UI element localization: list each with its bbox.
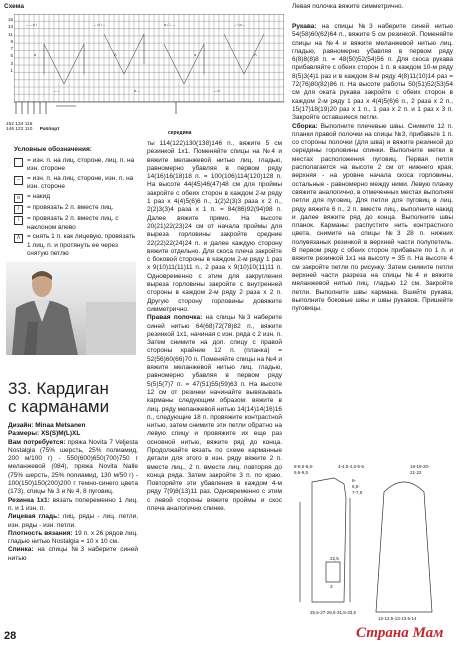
legend-item: \ = провязать 2 п. вместе лиц. с наклоном влево (14, 215, 138, 232)
svg-text:– o \ –: – o \ – (94, 22, 106, 27)
svg-text:– – o /: – – o / (26, 22, 38, 27)
schema-label: 7-7,5 (352, 490, 363, 495)
row-number: 3 (10, 60, 13, 66)
chart-label: 122 (15, 127, 24, 132)
symbol-ssk-icon: \ (14, 216, 23, 225)
person-photo-icon (6, 262, 136, 355)
legend (14, 146, 138, 260)
chart-label: 110 (24, 127, 33, 132)
legend-item: – = изн. п. на лиц. стороне, изн. п. на изн. стороне (14, 175, 138, 192)
legend-item: o = накид (14, 193, 138, 203)
symbol-knit-icon (14, 158, 23, 167)
chart-label: 134 (15, 122, 24, 127)
symbol-purl-icon: – (14, 176, 23, 185)
row-number: 9 (10, 38, 13, 44)
svg-text:o –: o – (134, 88, 140, 93)
chart-label: 116 (24, 122, 33, 127)
svg-text:– o: – o (214, 88, 220, 93)
schema-label: 8-8,5-8,5- (294, 464, 314, 469)
paragraph: Лицевая гладь: лиц. ряды - лиц. петли, изн. ряды - изн. петли. (8, 513, 138, 529)
schema-label: 21-22 (410, 470, 422, 475)
legend-item: / = провязать 2 п. вместе лиц. (14, 204, 138, 214)
schema-label: 3 (330, 584, 333, 589)
row-number: 11 (8, 31, 13, 37)
chart-column-labels (6, 122, 59, 132)
chart-label: 152 (6, 122, 15, 127)
schema-label: 22,5 (330, 556, 339, 561)
row-number: 5 (10, 53, 13, 59)
schema-label: 18-19-20- (410, 464, 430, 469)
garment-schematic (292, 462, 454, 620)
center-label: середина (168, 130, 192, 136)
symbol-skp-icon: Λ (14, 234, 23, 243)
sizes-line: Размеры: XS(S)M(L)XL (8, 430, 81, 438)
paragraph: Вам потребуется: пряжа Novita 7 Veljesta Nostalgia (75% шерсть, 25% полиамид, 200 м/100 г) - 550(600)650(700)750 г меланжевой (084), пряжа Novita Nalle (75% шерсть, 25% полиамид, 130 м/50 г) - 100(150)150(200)200 г темно-синего цвета (173), спицы № 3 и № 4, 8 пуговиц. (8, 438, 138, 496)
row-number: 13 (7, 24, 13, 30)
pattern-title: 33. Кардиган (8, 379, 109, 398)
watermark-logo: Страна Мам (356, 625, 444, 641)
svg-text:– –: – – (54, 88, 60, 93)
paragraph: Плотность вязания: 19 п. х 26 рядов лиц. гладью нитью Nostalgia = 10 х 10 см. (8, 529, 138, 546)
paragraph: Рукава: на спицы №3 наберите синей нитью 54(58)60(62)64 п., вяжите 5 см резинкой. Поменяйте спицы на №4 и вяжите меланжевой нитью лиц. гладью, равномерно убавляя в первом ряду 6(8)8(8)8 п. = 48(50)52(54)56 п. Для скоса рукава прибавляйте с обеих сторон 1 п. в каждом 10-м ряду 8(5)3(4)1 раз и в каждом 8-м ряду 4(8)11(10)14 раз = 72(76)80(82)86 п. На высоте работы 50(51)52(53)54 см для оката рукава закройте с обеих сторон в каждом 2-м ряду 1 раз х 4(4)5(6)6 п., 2 раза х 2 п., 15(17)18(19)20 раз х 1 п., 1 раз х 2 п. и 1 раз х 3 п. Закройте оставшиеся петли. (292, 23, 453, 122)
paragraph: Спинка: на спицы №3 наберите синей нитью (8, 546, 138, 562)
legend-item: = изн. п. на лиц. стороне, лиц. п. на изн. стороне (14, 157, 138, 174)
column-3 (292, 23, 453, 313)
design-line: Дизайн: Minaa Metsanen (8, 422, 86, 429)
column-2 (147, 140, 282, 513)
model-photo (6, 262, 136, 355)
column-1 (8, 422, 138, 563)
schema-bottom-left: 25,5-27-29,5-31,5-33,5 (310, 610, 357, 615)
svg-text:Λ: Λ (114, 52, 117, 57)
paragraph: Правая полочка: на спицы №3 наберите синей нитью 64(68)72(78)82 п., вяжите резинкой 1х1, начиная с изн. ряда с 2 изн. п. Затем снимите на доп. спицу с правой стороны крайние 12 п. (планка) = 52(56)60(66)70 п. Поменяйте спицы на №4 и вяжите меланжевой нитью лиц. гладью, равномерно убавляя в первом ряду 5(5)5(7)7 п. = 47(51)55(59)63 п. На высоте 12 см от резинки начинайте вывязывать карманы следующим образом: вяжите в лиц. ряду меланжевой нитью 14(14)14(16)16 п., следующие 18 п. провяжите контрастной нитью, затем снимите эти петли обратно на левую спицу и провяжите их еще раз основной нитью, вяжите ряд до конца. Продолжайте вязать по схеме карманные детали для этого в изн. ряду вяжите 2 п. вместе лиц., 2 п. вместе лиц. повторяя до конца ряда. Затем закройте 3 п. по краю. Повторяйте эти убавления в каждом 4-м ряду 7(9)8(13)11 раз. Одновременно с этим с левой стороны вяжите проймы и скос плеча аналогично спинке. (147, 314, 283, 513)
knitting-chart (14, 14, 284, 120)
legend-item: Λ = снять 1 п. как лицевую, провязать 1 лиц. п. и протянуть ее через снятую петлю (14, 233, 138, 259)
svg-text:o / – –: o / – – (164, 22, 176, 27)
schema-label: 9,5-9,5 (294, 470, 309, 475)
legend-title: Условные обозначения: (14, 146, 92, 153)
paragraph: Резинка 1х1: вязать попеременно 1 лиц. п. и 1 изн. п. (8, 496, 138, 512)
symbol-yarnover-icon: o (14, 194, 23, 203)
svg-text:Λ: Λ (254, 52, 257, 57)
rapport-label: Раппорт (39, 127, 60, 132)
schema-label: 4-4,5-4,5-5-5 (338, 464, 365, 469)
schema-label: 6- (352, 478, 357, 483)
chart-label: 146 (6, 127, 15, 132)
paragraph: Сборка: Выполните плечевые швы. Снимите 12 п. планки правой полочки на спицы №3, прибавьте 1 п. со стороны полочки (для шва) и вяжите резинкой до середины горловины спинки. Выполните метки в местах расположения пуговиц. Первая петля располагается на высоте 2 см от нижнего края, верхняя - на уровне начала скоса горловины, остальные - равномерно между ними. Левую планку свяжите аналогично, в отмеченных местах выполняя петли для пуговиц. Для петли для пуговиц в лиц. ряду вяжите 6 п., 2 п. вместе лиц., выполните накид и далее вяжите ряд до конца. Выполните швы планок. Карманы: распустите нить контрастного цвета, снимите на спицы №3 28 п. нижних полувязаных резинкой в верхней части полупетель. В первом ряду с обеих сторон прибавьте по 1 п. и вяжите резинкой 1х1 на высоту = 35 п. На высоте 4 см закройте петли по рисунку. Затем снимите петли верхней части разреза на спицы №4 и вяжите меланжевой нитью лиц. гладью 12 см. Закройте петли. Выполните швы кармана. Вшейте рукава, выполните боковые швы и швы рукавов. Пришейте пуговицы. (292, 122, 453, 313)
symbol-k2tog-icon: / (14, 205, 23, 214)
chart-row-numbers (2, 16, 13, 74)
svg-text:– \ o –: – \ o – (234, 22, 246, 27)
paragraph: ты 114(122)130(138)146 п., вяжите 5 см резинкой 1х1. Поменяйте спицы на №4 и вяжите меланжевой нитью лиц. гладью, равномерно убавляя в первом ряду 14(16)16(18)18 п. = 100(106)114(120)128 п. На высоте 44(45)46(47)48 см для проймы закройте с обеих сторон в каждом 2-м ряду 1 раз х 4(4)5(6)6 п., 1(2)2(3)3 раза х 2 п., 2(2)3(3)4 раза х 1 п. = 84(86)92(94)98 п. Далее вяжите прямо. На высоте 20(21)22(23)24 см от начала проймы для выреза горловины закройте средние 22(22)22(24)24 п. и далее каждую сторону вяжите отдельно. Для скоса плеча закройте с боковой стороны в каждом 2-м ряду 1 раз х 9(10)11(11)11 п., 2 раза х 9(10)10(11)11 п. Одновременно с этим для закругления выреза горловины закройте с внутренней стороны в каждом 2-м ряду 2 раза х 2 п. Другую сторону горловины довяжите симметрично. (147, 140, 282, 313)
svg-text:o: o (194, 52, 197, 57)
pattern-subtitle: с карманами (8, 397, 110, 416)
row-number: 1 (10, 68, 13, 74)
page-number: 28 (4, 630, 17, 642)
svg-text:o: o (34, 52, 37, 57)
row-number: 15 (7, 17, 13, 22)
schema-label: 6,5- (352, 484, 360, 489)
schema-bottom-right: 12-12,5-13-13,5-14 (378, 616, 417, 620)
row-number: 7 (10, 46, 13, 52)
left-front-note: Левая полочка вяжите симметрично. (292, 3, 404, 10)
schema-title: Схема (4, 3, 25, 10)
